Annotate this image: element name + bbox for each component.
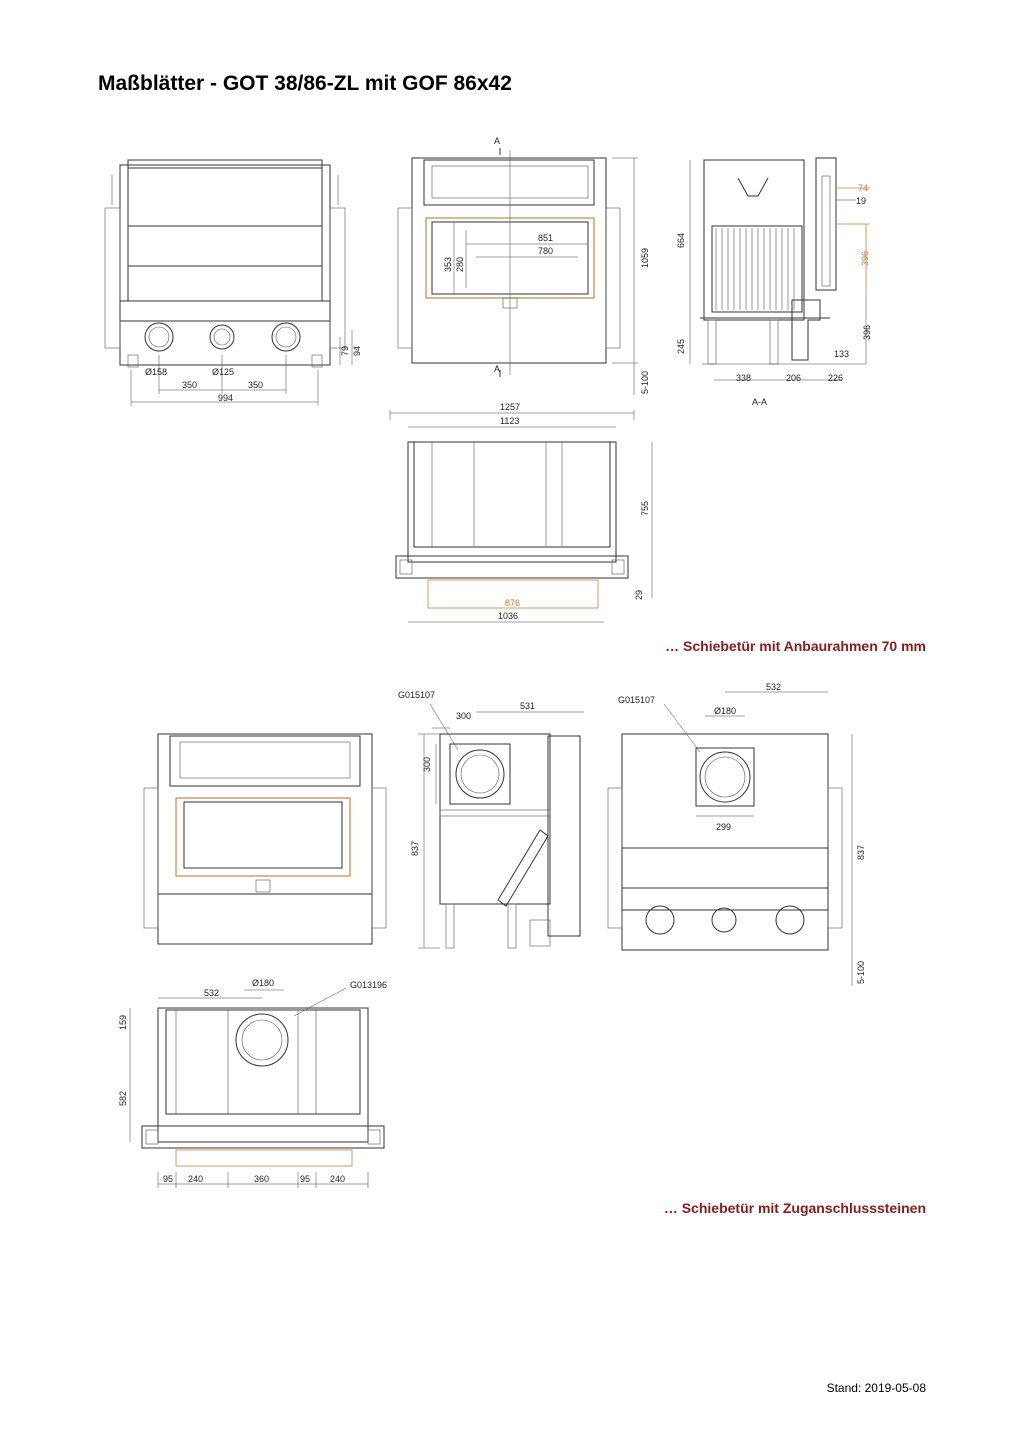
dim-d125: Ø125 [212, 367, 235, 377]
dim-245: 245 [676, 338, 686, 354]
dim-1123: 1123 [500, 416, 520, 426]
dim-876: 876 [505, 598, 521, 608]
dim-755: 755 [640, 500, 650, 516]
front-view-drawing [398, 148, 638, 395]
dim-350-a: 350 [182, 380, 198, 390]
section-a-top: A [494, 136, 501, 146]
top-view-flue-drawing [130, 988, 384, 1188]
dim-300-h: 300 [422, 756, 432, 772]
dim-396-orange: 396 [860, 250, 870, 266]
dim-g015107-a: G015107 [398, 690, 436, 700]
section-a-bottom: A [494, 364, 501, 374]
dim-837-a: 837 [410, 840, 420, 856]
dim-79: 79 [340, 345, 350, 356]
dim-d158: Ø158 [145, 367, 168, 377]
dim-74: 74 [858, 183, 869, 193]
dim-531: 531 [520, 701, 536, 711]
dim-353: 353 [443, 256, 453, 272]
side-view-drawing [418, 704, 584, 948]
dim-532-r: 532 [766, 682, 782, 692]
dim-5-100-b: 5-100 [856, 960, 866, 984]
dim-1257: 1257 [500, 402, 521, 412]
dim-240-b: 240 [330, 1174, 346, 1184]
dim-133: 133 [834, 349, 850, 359]
page-title: Maßblätter - GOT 38/86-ZL mit GOF 86x42 [98, 72, 512, 95]
dim-d180-r: Ø180 [714, 706, 737, 716]
rear-view-flue-drawing [608, 692, 852, 986]
dim-240-a: 240 [188, 1174, 204, 1184]
section-aa-drawing [690, 158, 870, 380]
dim-1059: 1059 [640, 247, 650, 268]
caption-anbaurahmen: … Schiebetür mit Anbaurahmen 70 mm [665, 638, 926, 654]
dim-g015107-b: G015107 [618, 695, 656, 705]
dim-19: 19 [856, 196, 867, 206]
stand-date: Stand: 2019-05-08 [826, 1381, 926, 1395]
dim-5-100-a: 5-100 [640, 370, 650, 394]
top-view-frame-drawing [390, 410, 652, 622]
front-view-lower-drawing [144, 734, 386, 944]
dim-350-b: 350 [248, 380, 264, 390]
dim-226: 226 [828, 373, 844, 383]
dim-1036: 1036 [498, 611, 519, 621]
dim-29: 29 [634, 589, 644, 600]
dim-299: 299 [716, 822, 732, 832]
dim-396: 396 [862, 324, 872, 340]
dim-95-b: 95 [300, 1174, 311, 1184]
dim-94: 94 [352, 345, 362, 356]
dim-994: 994 [218, 393, 234, 403]
dim-532-p: 532 [204, 988, 220, 998]
dim-338: 338 [736, 373, 752, 383]
dim-d180-p: Ø180 [252, 978, 275, 988]
dim-280: 280 [455, 256, 465, 272]
dim-g013196: G013196 [350, 980, 388, 990]
dim-851: 851 [538, 233, 554, 243]
dim-95-a: 95 [163, 1174, 174, 1184]
dim-582: 582 [118, 1090, 128, 1106]
dim-780: 780 [538, 246, 554, 256]
dim-300-w: 300 [456, 711, 472, 721]
caption-zuganschluss: … Schiebetür mit Zuganschlusssteinen [663, 1200, 926, 1216]
dim-664: 664 [676, 232, 686, 248]
dim-159: 159 [118, 1014, 128, 1030]
dim-206: 206 [786, 373, 802, 383]
dim-837-r: 837 [856, 844, 866, 860]
section-aa-label: A-A [752, 397, 768, 407]
dim-360: 360 [254, 1174, 270, 1184]
